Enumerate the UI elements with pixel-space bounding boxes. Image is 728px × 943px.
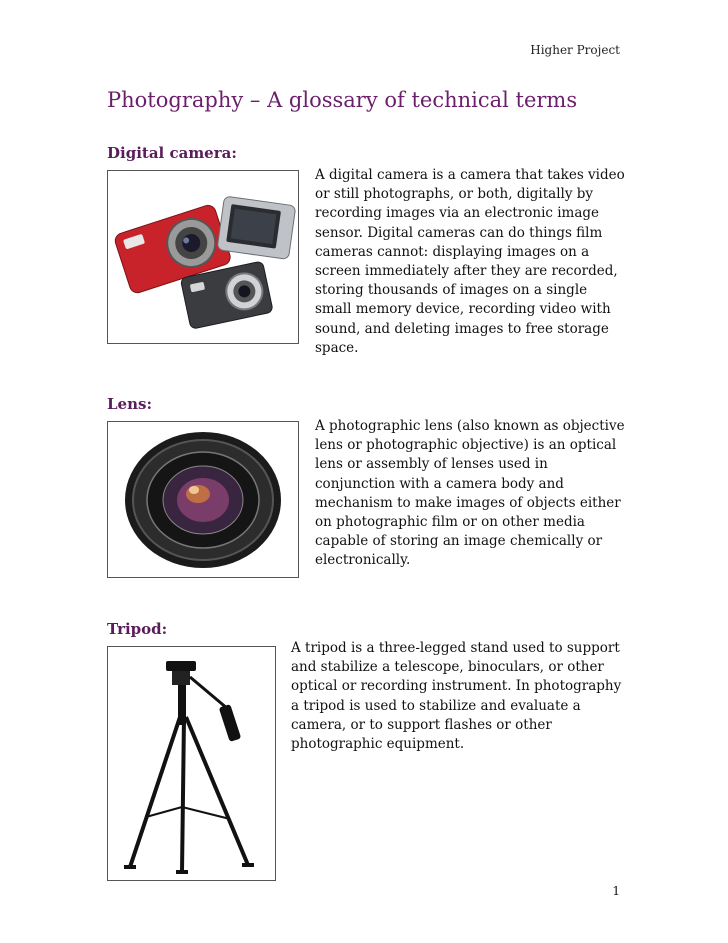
section-heading-tripod: Tripod: bbox=[107, 620, 168, 638]
header-project-label: Higher Project bbox=[530, 43, 620, 57]
lens-description: A photographic lens (also known as objective lens or photographic objective) is an optical lens or assembly of lenses used in conjunction with a camera body and mechanism to make images of objects either on photographic film or on other media capable of storing an image chemically or electronically. bbox=[315, 418, 625, 569]
page-number: 1 bbox=[612, 884, 620, 898]
tripod-photo bbox=[107, 646, 276, 881]
lens-illustration bbox=[108, 422, 298, 577]
tripod-description: A tripod is a three-legged stand used to support and stabilize a telescope, binoculars, or other optical or recording instrument. In photography a tripod is used to stabilize and evaluate a camera, or to support flashes or other photographic equipment. bbox=[291, 640, 622, 753]
digital-camera-description: A digital camera is a camera that takes video or still photographs, or both, digitally by recording images via an electronic image sensor. Digital cameras can do things film cameras cannot: displaying images on a screen immediately after they are recorded, storing thousands of images on a single small memory device, recording video with sound, and deleting images to free storage space. bbox=[315, 167, 625, 356]
digital-camera-illustration bbox=[108, 171, 298, 343]
lens-photo bbox=[107, 421, 299, 578]
tripod-illustration bbox=[108, 647, 275, 880]
section-heading-digital-camera: Digital camera: bbox=[107, 144, 237, 162]
digital-camera-photo bbox=[107, 170, 299, 344]
section-heading-lens: Lens: bbox=[107, 395, 152, 413]
page-title: Photography – A glossary of technical terms bbox=[107, 88, 578, 112]
